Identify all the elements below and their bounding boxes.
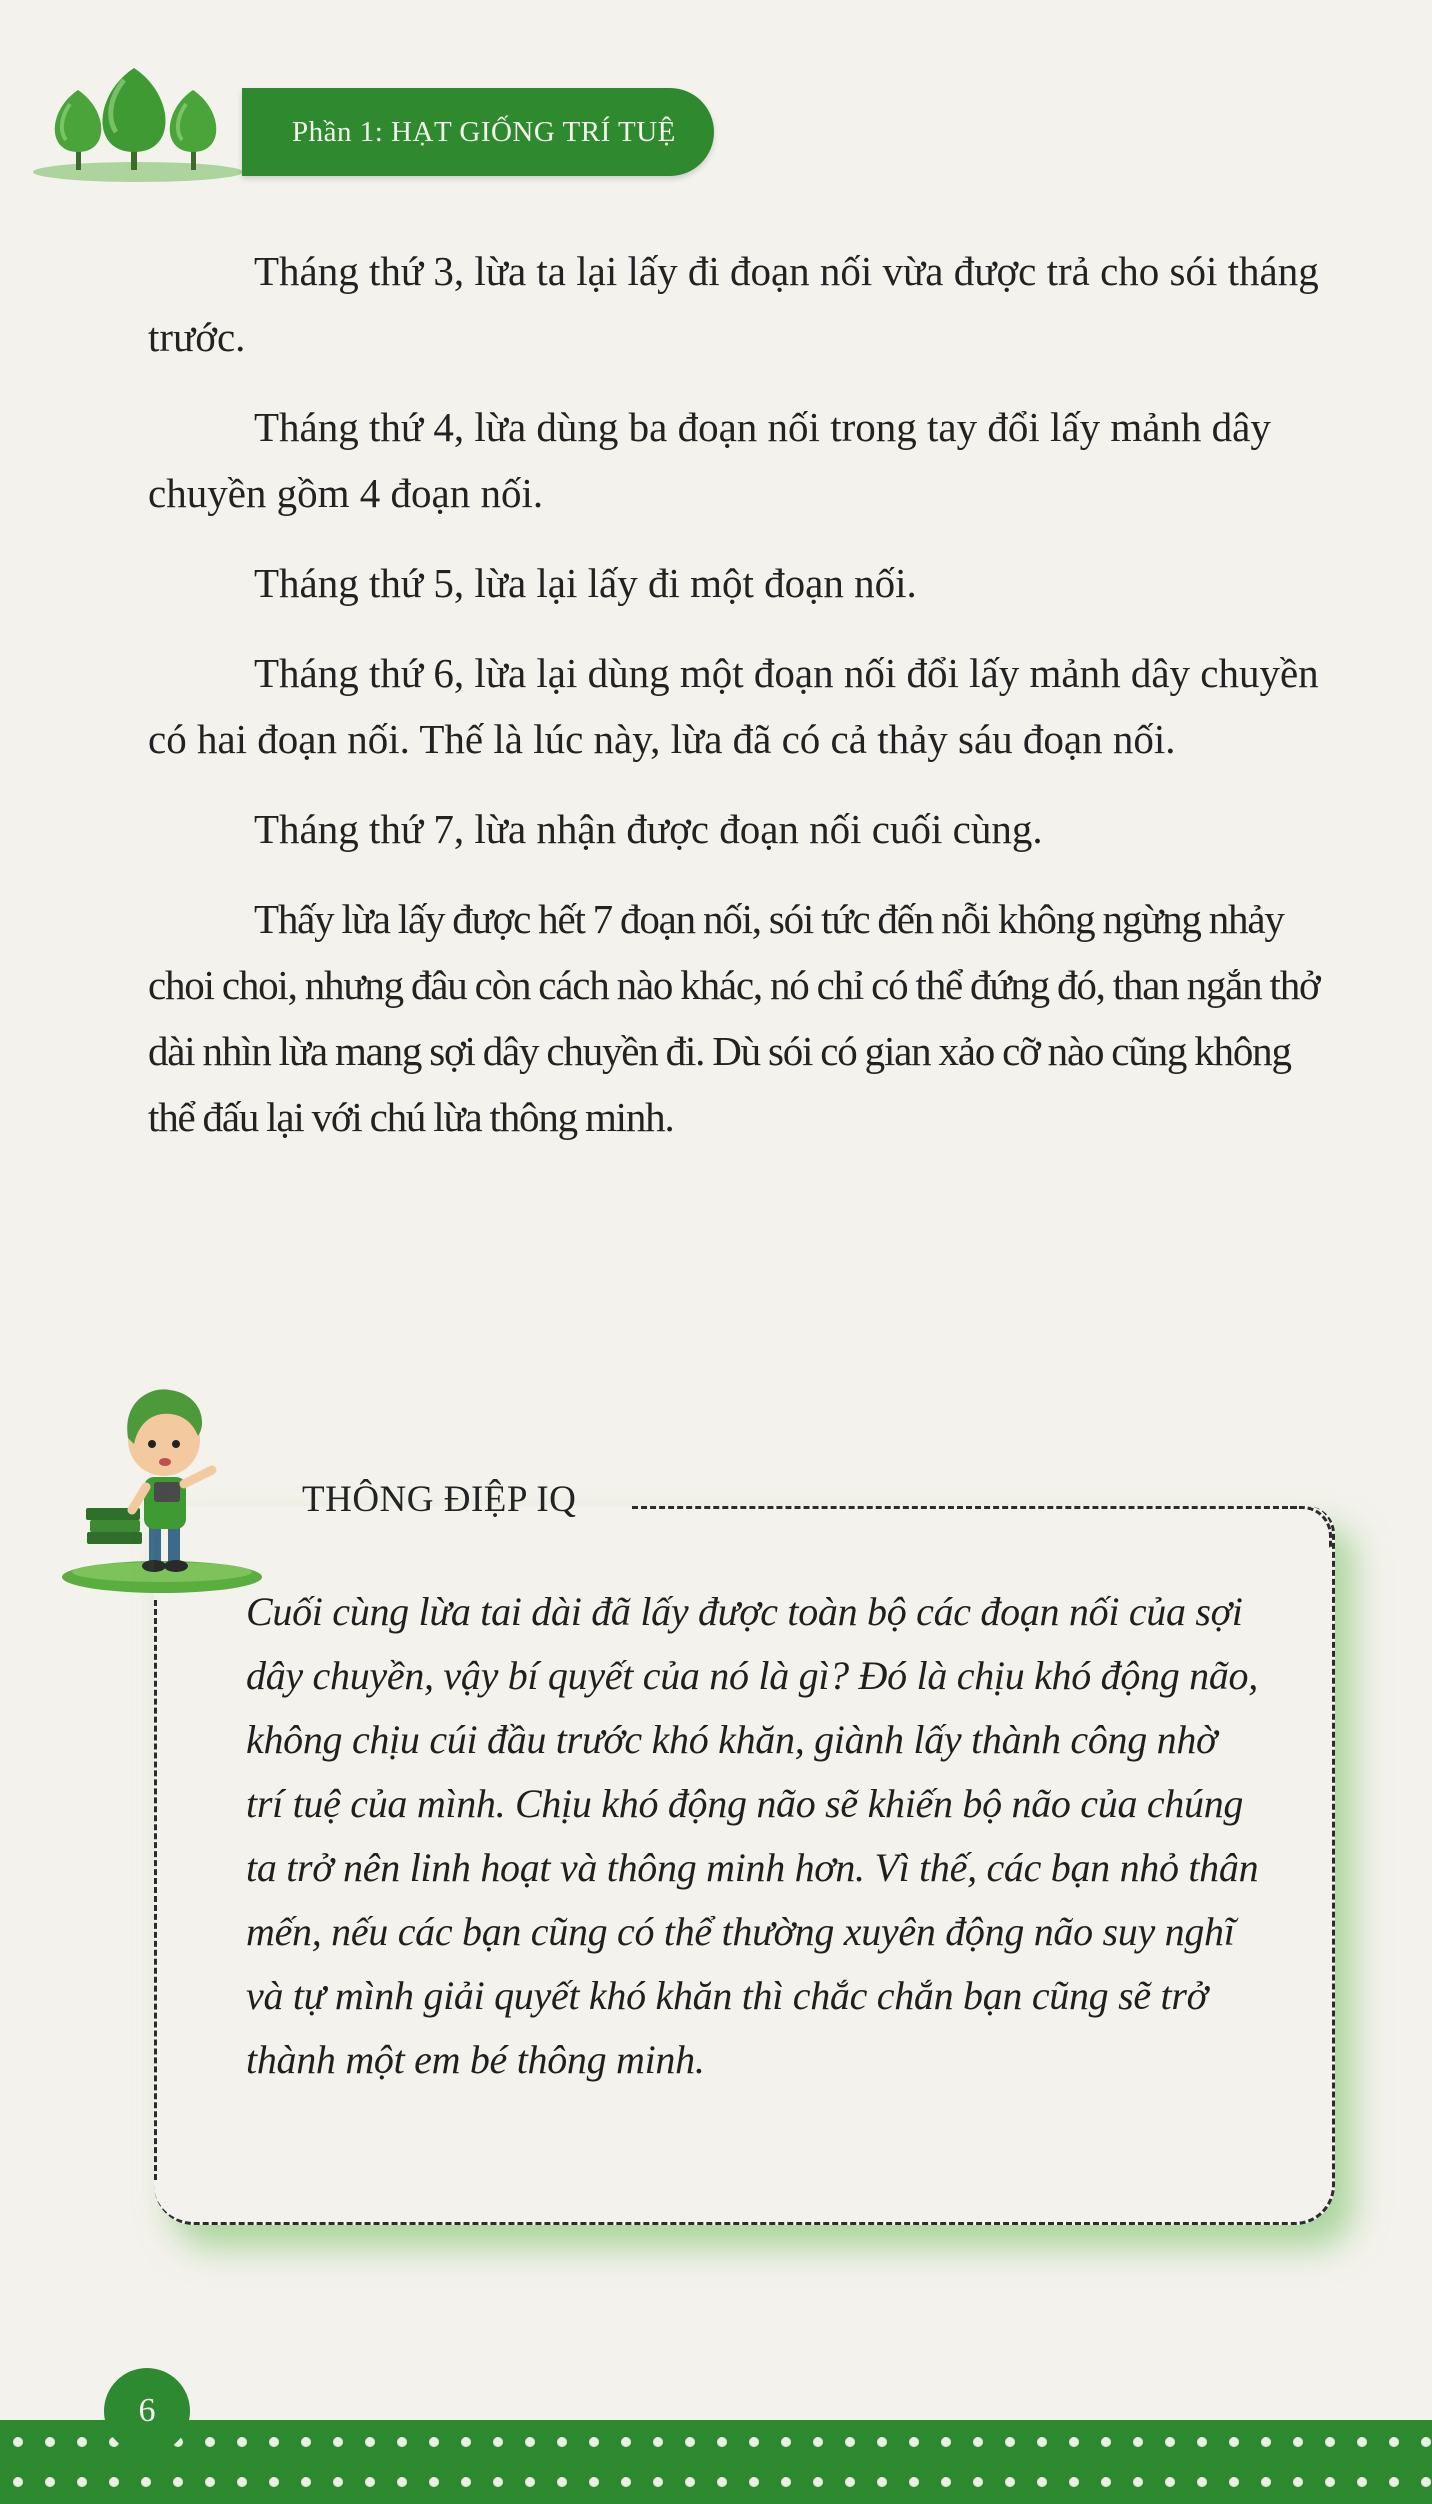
story-text	[148, 238, 1344, 1174]
iq-message-title: THÔNG ĐIỆP IQ	[302, 1479, 577, 1520]
paragraph: Tháng thứ 3, lừa ta lại lấy đi đoạn nối vừa được trả cho sói tháng trước.	[148, 248, 1319, 360]
paragraph: Tháng thứ 5, lừa lại lấy đi một đoạn nối.	[254, 560, 917, 606]
paragraph: Thấy lừa lấy được hết 7 đoạn nối, sói tức đến nỗi không ngừng nhảy choi choi, nhưng đâu còn cách nào khác, nó chỉ có thể đứng đó, than ngắn thở dài nhìn lừa mang sợi dây chuyền đi. Dù sói có gian xảo cỡ nào cũng không thể đấu lại với chú lừa thông minh.	[148, 896, 1320, 1140]
section-title: Phần 1: HẠT GIỐNG TRÍ TUỆ	[292, 115, 676, 148]
iq-box-top-border	[632, 1506, 1297, 1509]
paragraph: Tháng thứ 7, lừa nhận được đoạn nối cuối cùng.	[254, 806, 1043, 852]
iq-box-left-border	[154, 1600, 157, 2180]
page-number: 6	[138, 2392, 156, 2429]
paragraph: Tháng thứ 4, lừa dùng ba đoạn nối trong tay đổi lấy mảnh dây chuyền gồm 4 đoạn nối.	[148, 404, 1271, 516]
trees-icon	[28, 60, 258, 190]
footer-dots-pattern	[0, 2420, 1432, 2504]
page-number-badge	[104, 2368, 190, 2454]
section-banner	[242, 88, 714, 176]
iq-message-text: Cuối cùng lừa tai dài đã lấy được toàn bộ các đoạn nối của sợi dây chuyền, vậy bí quyết của nó là gì? Đó là chịu khó động não, không chịu cúi đầu trước khó khăn, giành lấy thành công nhờ trí tuệ của mình. Chịu khó động não sẽ khiến bộ não của chúng ta trở nên linh hoạt và thông minh hơn. Vì thế, các bạn nhỏ thân mến, nếu các bạn cũng có thể thường xuyên động não suy nghĩ và tự mình giải quyết khó khăn thì chắc chắn bạn cũng sẽ trở thành một em bé thông minh.	[246, 1589, 1259, 2082]
paragraph: Tháng thứ 6, lừa lại dùng một đoạn nối đổi lấy mảnh dây chuyền có hai đoạn nối. Thế là lúc này, lừa đã có cả thảy sáu đoạn nối.	[148, 650, 1319, 762]
